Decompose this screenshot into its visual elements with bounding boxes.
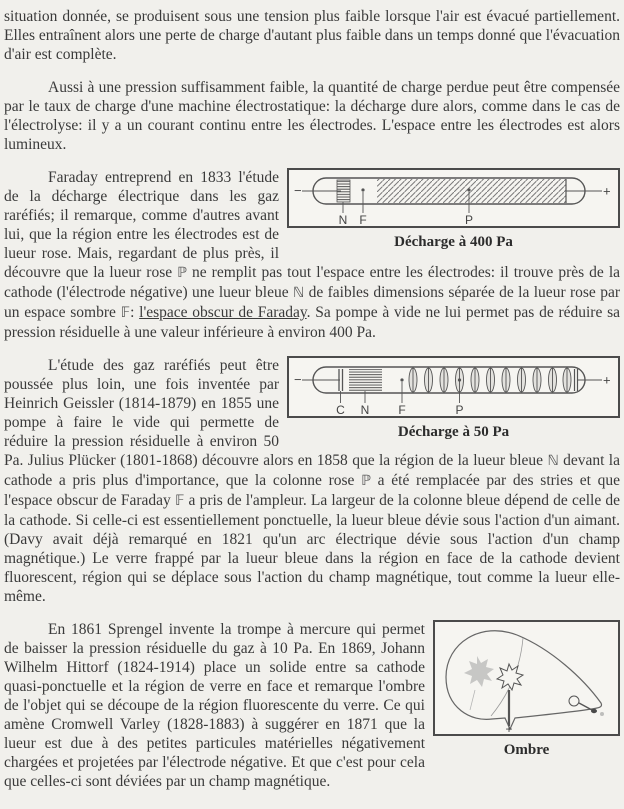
paragraph-faraday-text-2: ne remplit pas tout l'espace entre les électrodes: il trouve près de la cathode (l'électrode négative) une lueur bleue [4,264,621,301]
figure-caption-ombre: Ombre [503,742,550,758]
pear-shaped-tube-outline [446,631,602,729]
figure-discharge-400pa-frame [287,168,620,228]
label-f: F [359,213,367,226]
shadow-stem-trace [470,690,475,710]
plus-terminal-label: + [603,183,611,199]
paragraph-faraday-text-4: : [130,304,140,321]
underlined-espace-obscur: l'espace obscur de Faraday [139,304,307,321]
symbol-p-doublestruck: ℙ [361,473,371,489]
discharge-tube-50pa-diagram [289,358,618,416]
symbol-n-doublestruck: ℕ [293,285,305,301]
seal-shadow-dot [600,712,604,716]
discharge-tube-400pa-diagram [289,170,618,226]
faraday-space-marker-dot [400,378,403,381]
tube-seal-blob [591,709,597,713]
paragraph-geissler-text-1: L'étude des gaz raréfiés peut être poussée plus loin, une fois inventée par Heinrich Geissler (1814-1879) en 1855 une pompe à faire le vide qui permette de réduire la pression résiduelle à environ 50 Pa. Julius Plücker (1801-1868) découvre alors en 1858 que la région de la lueur bleue [4,357,548,469]
figure-discharge-50pa [287,356,620,442]
paragraph-faraday-text-1: Faraday entreprend en 1833 l'étude de la décharge électrique dans les gaz raréfiés; il remarque, comme d'autres avant lui, que la région entre les électrodes est de lueur rose. Mais, regardant de plus près, il découvre que la lueur rose [4,169,279,281]
figure-caption-50pa: Décharge à 50 Pa [397,424,510,440]
label-p: P [464,213,474,226]
paragraph-geissler-text-2: devant la cathode a pris plus d'importance, que la colonne rose [4,452,620,489]
negative-glow-region [337,180,350,202]
label-n: N [338,213,348,226]
negative-glow-region [349,369,382,391]
figure-discharge-50pa-frame [287,356,620,418]
paragraph-sprengel-hittorf: En 1861 Sprengel invente la trompe à mercure qui permet de baisser la pression résiduelle du gaz à 10 Pa. En 1869, Johann Wilhelm Hittorf (1824-1914) place un solide entre sa cathode quasi-ponctuelle et la région de verre en face et remarque l'ombre de l'objet qui se découpe de la région fluorescente du verre. Ce qui amène Cromwell Varley (1828-1883) à suggérer en 1871 que la lueur est due à des petites particules matérielles négativement chargées et projetées par l'électrode négative. Et que c'est pour cela que celles-ci sont déviées par un champ magnétique. [4,621,425,790]
paragraph-geissler-text-3: a été remplacée par des stries et que l'espace obscur de Faraday [4,472,620,509]
symbol-f-doublestruck: 𝔽 [120,305,131,321]
electrode-wire [579,703,592,710]
paragraph-faraday-text-3: de faibles dimensions séparée de la lueur rose par un espace sombre [4,284,620,321]
label-n: N [360,403,370,416]
cathode-plus-mark: + [505,722,513,734]
cross-shadow-on-glass [464,656,494,687]
paragraph-intro: situation donnée, se produisent sous une tension plus faible lorsque l'air est évacué partiellement. Elles entraînent alors une perte de charge d'autant plus faible dans un temps donné que l'évacuation d'air est complète. [4,8,620,63]
maltese-cross-object [497,664,523,690]
paragraph-faraday-text-5: . Sa pompe à vide ne lui permet pas de réduire sa pression résiduelle à une valeur inférieure à environ 400 Pa. [4,304,620,341]
paragraph-pression: Aussi à une pression suffisamment faible, la quantité de charge perdue peut être compensée par le taux de charge d'une machine électrostatique: la décharge dure alors, comme dans le cas de l'électrolyse: il y a un courant continu entre les électrodes. L'espace entre les électrodes est alors lumineux. [4,79,620,153]
faraday-space-marker-dot [361,188,364,191]
symbol-f-doublestruck: 𝔽 [174,493,185,509]
disc-electrode [569,696,579,706]
symbol-p-doublestruck: ℙ [177,265,187,281]
figure-ombre-frame [433,620,620,736]
striations-group [409,368,571,392]
figure-ombre [433,620,620,760]
figure-caption-400pa: Décharge à 400 Pa [394,234,513,250]
symbol-n-doublestruck: ℕ [547,453,559,469]
positive-column-hatched [377,179,566,203]
label-f: F [398,403,406,416]
label-c: C [336,403,345,416]
positive-column-marker-dot [458,378,461,381]
paragraph-geissler-text-4: a pris de l'ampleur. La largeur de la colonne bleue dépend de celle de la cathode. Si celle-ci est essentiellement ponctuelle, la lueur bleue dévie sous l'action d'un aimant. (Davy avait déjà remarqué en 1821 qu'un arc électrique dévie sous l'action d'un champ magnétique.) Le verre frappé par la lueur bleue dans la région en face de la cathode devient fluorescent, région qui se déplace sous l'action du champ magnétique, tout comme la lueur elle-même. [4,492,620,605]
minus-terminal-label: − [294,183,302,198]
minus-terminal-label: − [294,372,302,387]
figure-discharge-400pa [287,168,620,252]
hittorf-shadow-tube-diagram [435,622,618,734]
positive-column-marker-dot [467,188,470,191]
plus-terminal-label: + [603,372,611,388]
label-p: P [455,403,464,416]
